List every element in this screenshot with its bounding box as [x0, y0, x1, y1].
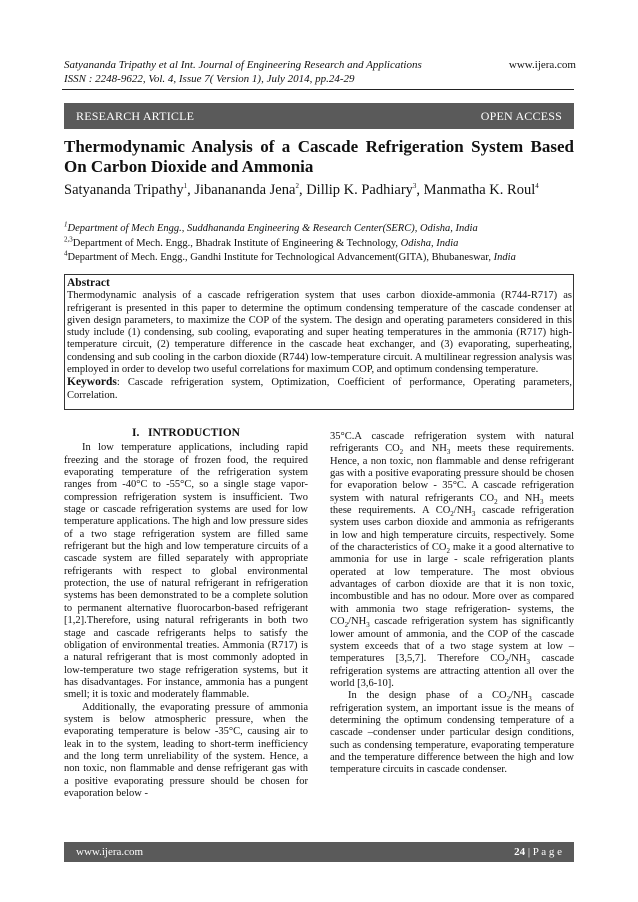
text-run: /NH [348, 616, 367, 628]
author-name: Manmatha K. Roul [423, 182, 536, 198]
text-run: meets these requirements. Hence, a non toxic, non flammable and dense refrigerant gas with a positive evaporating pressure should be chosen for evaporation below - 35°C. A cascade refrigeration system with natural refrigerants CO [330, 443, 574, 504]
footer-url[interactable]: www.ijera.com [76, 846, 144, 858]
right-column [330, 431, 574, 777]
aff-place: Odisha, India [400, 238, 459, 249]
page-word: | P a g e [525, 846, 562, 858]
text-run: /NH [510, 690, 529, 702]
author-name: Satyananda Tripathy [64, 182, 184, 198]
article-banner [64, 103, 574, 129]
text-run: meets these requirements. A CO [330, 492, 574, 517]
paper-title: Thermodynamic Analysis of a Cascade Refrigeration System Based On Carbon Dioxide and Ammonia [64, 137, 574, 176]
subscript: 3 [446, 448, 451, 457]
author-name: Dillip K. Padhiary [306, 182, 413, 198]
keywords-label: Keywords [67, 376, 117, 389]
affiliation-1 [64, 220, 574, 235]
paragraph: In low temperature applications, including rapid freezing and the storage of frozen food, the required evaporating temperature of the refrigeration system ranges from -40°C to -55°C, so a single stage vapor-compression refrigeration system is insufficient. Two stage or cascade refrigeration systems are used for low temperature applications. The high and low pressure sides of a two stage refrigeration system are filled same refrigerant but the high and low temperature circuits of a cascade system are filled separately with appropriate refrigerants with respect to global environmental protection, the use of natural refrigerant in refrigeration systems has been demonstrated to be a complete solution to permanent alternative fluorocarbon-based refrigerant [1,2].Therefore, using natural refrigerants in both two stage and cascade refrigerants helps to satisfy the obligation of environmental treaties. Ammonia (R717) is a natural refrigerant that is most commonly adopted in low-temperature two stage refrigeration systems, but it has disadvantages. For instance, ammonia has a pungent smell; it is toxic and moderately flammable. [64, 442, 308, 701]
text-run: make it a good alternative to ammonia for use in large - scale refrigeration plants operated at low temperature. The most obvious advantages of carbon dioxide are that it is non toxic, incombustible and has no odour. More over as compared with ammonia two stage refrigeration- systems, the CO [330, 542, 574, 628]
journal-citation: Satyananda Tripathy et al Int. Journal of Engineering Research and Applications [64, 59, 422, 71]
aff-text: Department of Mech Engg., Suddhananda Engineering & Research Center(SERC), Odisha, India [67, 223, 478, 234]
header-rule [62, 89, 574, 90]
subscript: 2 [399, 448, 404, 457]
subscript: 2 [506, 695, 511, 704]
author-sup: 4 [535, 182, 539, 191]
affiliation-2 [64, 235, 574, 250]
subscript: 2 [446, 547, 450, 556]
keywords-text: : Cascade refrigeration system, Optimization, Coefficient of performance, Operating parameters, Correlation. [67, 377, 572, 401]
left-column [64, 427, 308, 800]
subscript: 3 [539, 497, 544, 506]
text-run: and NH [403, 443, 447, 455]
abstract-heading: Abstract [67, 277, 110, 289]
journal-url[interactable]: www.ijera.com [508, 59, 576, 71]
paragraph [330, 690, 574, 776]
subscript: 2 [504, 658, 509, 667]
text-run: cascade refrigeration system has significantly lower amount of ammonia, and the COP of the cascade system exceeds that of a two stage system at low – temperatures [3,5,7]. Therefore CO [330, 616, 574, 665]
author-name: Jibanananda Jena [194, 182, 296, 198]
page-number: 24 [514, 846, 526, 858]
subscript: 3 [526, 658, 530, 667]
subscript: 3 [366, 621, 370, 630]
aff-text: Department of Mech. Engg., Gandhi Institute for Technological Advancement(GITA), Bhubaneswar, [67, 252, 494, 263]
abstract-body: Thermodynamic analysis of a cascade refrigeration system that uses carbon dioxide-ammonia (R744-R717) as refrigerant is presented in this paper to determine the optimum condensing temperature of the cascade condenser at given design parameters, to maximize the COP of the system. The design and operating parameters considered in this study include (1) condensing, sub cooling, evaporating and super heating temperatures in the ammonia (R717) high-temperature circuit, (2) temperature difference in the cascade heat exchanger, and (3) evaporating, superheating, condensing and sub cooling in the carbon dioxide (R744) low-temperature circuit. A multilinear regression analysis was employed in order to develop two useful correlations for maximum COP, and optimum condensing temperature. [67, 290, 572, 376]
text-run: /NH [508, 653, 527, 665]
article-type-label: RESEARCH ARTICLE [76, 108, 195, 123]
issn-line: ISSN : 2248-9622, Vol. 4, Issue 7( Version 1), July 2014, pp.24-29 [64, 73, 355, 85]
section-heading: I. INTRODUCTION [132, 427, 240, 439]
text-run: and NH [497, 492, 540, 504]
page-footer [64, 842, 574, 862]
aff-sup: 1 [64, 220, 68, 229]
subscript: 2 [450, 510, 454, 519]
subscript: 3 [471, 510, 476, 519]
aff-sup: 2,3 [64, 235, 73, 244]
subscript: 2 [494, 497, 498, 506]
affiliation-3 [64, 249, 574, 264]
paragraph [330, 431, 574, 690]
author-sup: 3 [412, 182, 417, 191]
aff-sup: 4 [64, 249, 68, 258]
text-run: cascade refrigeration system uses carbon dioxide and ammonia as refrigerants in low and high temperature circuits, respectively. Some of the characteristics of CO [330, 505, 574, 554]
text-run: In the design phase of a CO [348, 690, 507, 702]
open-access-label: OPEN ACCESS [480, 108, 562, 123]
author-sup: 2 [295, 182, 299, 191]
subscript: 2 [344, 621, 349, 630]
text-run: /NH [453, 505, 472, 517]
text-run: 35°C.A cascade refrigeration system with natural refrigerants CO [330, 431, 574, 455]
text-run: cascade refrigeration system, an important issue is the means of determining the optimum condensing temperature of a cascade –condenser under particular design conditions, such as condensing temperature, evaporating temperature and the temperature difference between the high and low temperature circuits in cascade condenser. [330, 690, 574, 776]
text-run: cascade refrigeration systems are attracting attention all over the world [3,6-10]. [330, 653, 575, 689]
abstract [67, 277, 572, 402]
author-list: Satyananda Tripathy$^1$, Jibanananda Jena$^2$, Dillip K. Padhiary$^3$, Manmatha K. Roul$^4$ [64, 182, 539, 198]
aff-text: Department of Mech. Engg., Bhadrak Institute of Engineering & Technology, [72, 238, 401, 249]
subscript: 3 [528, 695, 532, 704]
aff-place: India [493, 252, 516, 263]
page-indicator [514, 846, 562, 858]
author-sup: 1 [183, 182, 188, 191]
paragraph: Additionally, the evaporating pressure of ammonia system is below atmospheric pressure, when the evaporating temperature is below -35°C, causing air to leak in to the system, leading to short-term inefficiency and the long term unreliability of the system. Hence, a non toxic, non flammable and dense refrigerant gas with a positive evaporating pressure should be chosen for evaporation below - [64, 701, 308, 799]
